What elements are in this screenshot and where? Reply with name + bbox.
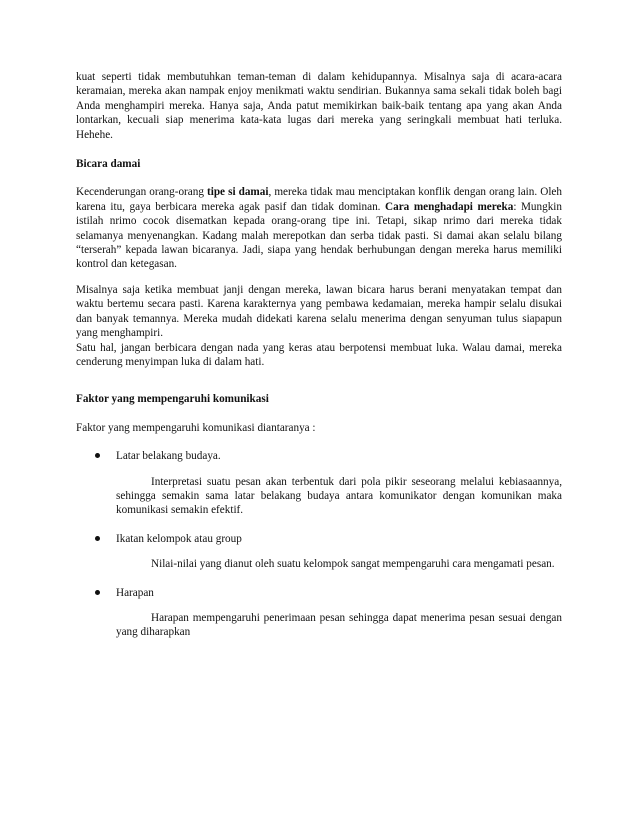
list-item-body	[116, 611, 562, 640]
text-run: , mereka tidak mau menciptakan konflik dengan orang lain. Oleh karena itu, gaya berbicara mereka agak pasif dan tidak dominan.	[76, 186, 562, 213]
list-item	[76, 449, 562, 518]
list-item-body	[116, 557, 562, 571]
section-heading-bicara-damai: Bicara damai	[76, 158, 141, 171]
text-run: Kecenderungan orang-orang	[76, 186, 207, 199]
list-item-title	[76, 532, 562, 546]
bold-term-cara-menghadapi: Cara menghadapi mereka	[385, 200, 514, 213]
list-item-title-text: Ikatan kelompok atau group	[116, 532, 242, 545]
bullet-icon	[95, 536, 100, 541]
list-item-title-text: Latar belakang budaya.	[116, 450, 221, 463]
list-item-title	[76, 449, 562, 463]
intro-paragraph: kuat seperti tidak membutuhkan teman-teman di dalam kehidupannya. Misalnya saja di acara-acara keramaian, mereka akan nampak enjoy menikmati waktu sendirian. Bukannya sama sekali tidak boleh bagi Anda menghampiri mereka. Hanya saja, Anda patut memikirkan baik-baik tentang apa yang akan Anda lontarkan, kecuali siap menerima kata-kata lugas dari mereka yang seringkali membuat hati terluka. Hehehe.	[76, 71, 562, 141]
faktor-intro: Faktor yang mempengaruhi komunikasi diantaranya :	[76, 421, 316, 434]
list-item-title	[76, 586, 562, 600]
list-item	[76, 586, 562, 640]
bullet-icon	[95, 453, 100, 458]
list-item-title-text: Harapan	[116, 586, 154, 599]
list-item-body-text: Interpretasi suatu pesan akan terbentuk dari pola pikir seseorang melalui kebiasaannya, sehingga semakin sama latar belakang budaya antara komunikator dengan komunikan maka komunikasi semakin efektif.	[116, 475, 562, 517]
bullet-icon	[95, 590, 100, 595]
paragraph-janji: Misalnya saja ketika membuat janji dengan mereka, lawan bicara harus berani menyatakan tempat dan waktu bertemu secara pasti. Karena karakternya yang pembawa kedamaian, mereka hampir selalu disukai dan banyak temannya. Mereka mudah didekati karena selalu menerima dengan senyuman tulus siapapun yang menghampiri.	[76, 283, 562, 340]
section-heading-faktor: Faktor yang mempengaruhi komunikasi	[76, 393, 269, 406]
paragraph-satu-hal: Satu hal, jangan berbicara dengan nada yang keras atau berpotensi membuat luka. Walau damai, mereka cenderung menyimpan luka di dalam hati.	[76, 341, 562, 368]
text-run: : Mungkin istilah nrimo cocok disematkan kepada orang-orang tipe ini. Tetapi, sikap nrimo dari mereka tidak selamanya menyenangkan. Kadang malah merepotkan dan serba tidak pasti. Si damai akan selalu bilang “terserah” kepada lawan bicaranya. Jadi, siapa yang hendak berhubungan dengan mereka harus memiliki kontrol dan ketegasan.	[76, 200, 563, 271]
list-item-body-text: Harapan mempengaruhi penerimaan pesan sehingga dapat menerima pesan sesuai dengan yang diharapkan	[116, 611, 562, 639]
list-item	[76, 532, 562, 572]
bold-term-tipe-si-damai: tipe si damai	[207, 186, 269, 199]
list-item-body-text: Nilai-nilai yang dianut oleh suatu kelompok sangat mempengaruhi cara mengamati pesan.	[151, 558, 555, 571]
faktor-list	[76, 449, 562, 640]
paragraph-tipe-damai	[76, 185, 562, 271]
document-content	[76, 70, 562, 640]
list-item-body	[116, 475, 562, 518]
